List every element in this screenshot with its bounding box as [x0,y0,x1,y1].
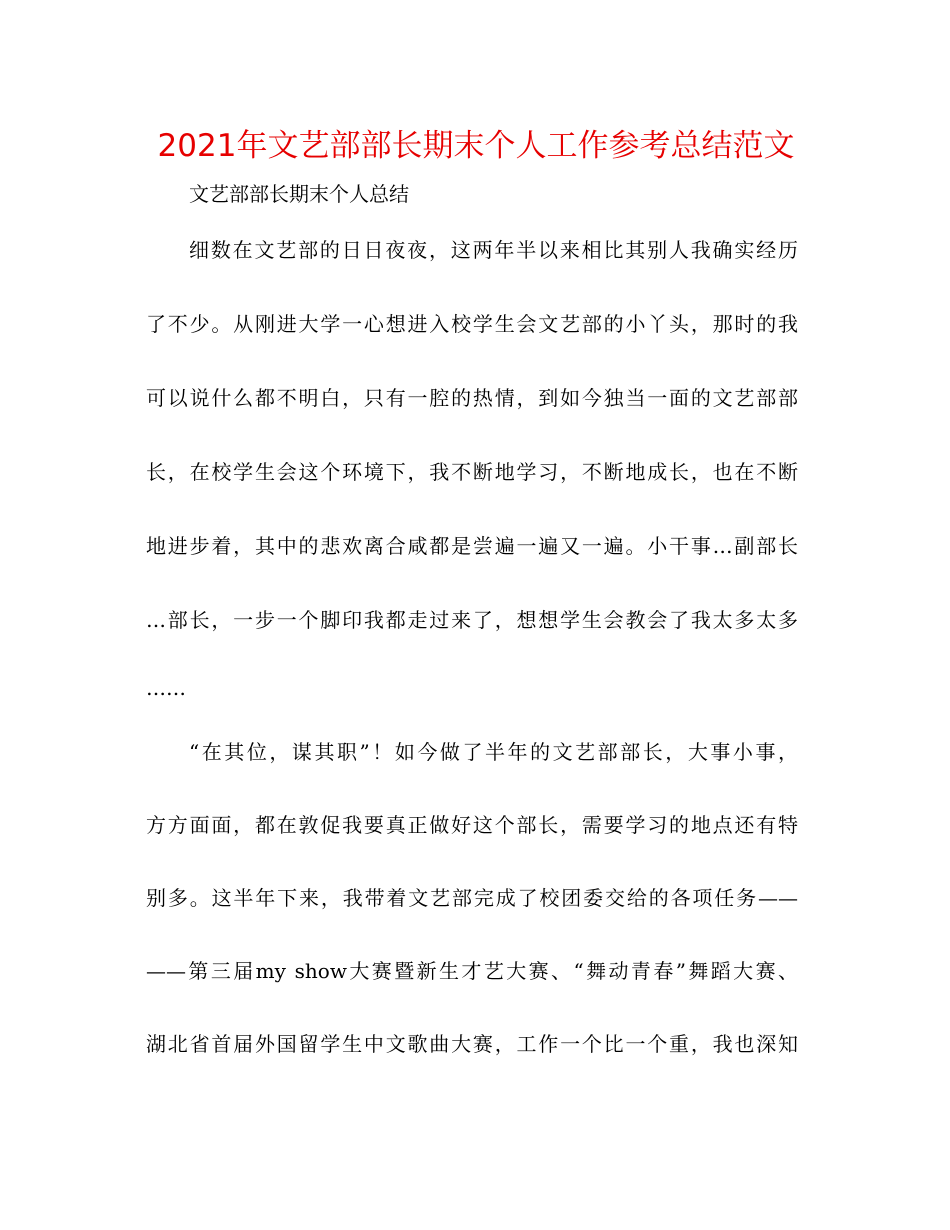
paragraph-line: 长，在校学生会这个环境下，我不断地学习，不断地成长，也在不断 [146,460,798,484]
paragraph-line: 别多。这半年下来，我带着文艺部完成了校团委交给的各项任务—— [146,886,798,910]
document-subtitle: 文艺部部长期末个人总结 [189,182,409,206]
paragraph-line: …部长，一步一个脚印我都走过来了，想想学生会教会了我太多太多 [146,608,798,632]
paragraph-line: 湖北省首届外国留学生中文歌曲大赛，工作一个比一个重，我也深知 [146,1032,798,1056]
paragraph-line: 方方面面，都在敦促我要真正做好这个部长，需要学习的地点还有特 [146,813,798,837]
paragraph-line: …… [146,676,186,700]
paragraph-line: 可以说什么都不明白，只有一腔的热情，到如今独当一面的文艺部部 [146,386,798,410]
paragraph-line: 细数在文艺部的日日夜夜，这两年半以来相比其别人我确实经历 [189,238,798,262]
paragraph-line: ——第三届my show大赛暨新生才艺大赛、“舞动青春”舞蹈大赛、 [146,959,798,983]
paragraph-line: 地进步着，其中的悲欢离合咸都是尝遍一遍又一遍。小干事…副部长 [146,534,798,558]
document-title: 2021年文艺部部长期末个人工作参考总结范文 [157,128,795,164]
paragraph-line: “在其位，谋其职”！如今做了半年的文艺部部长，大事小事， [189,740,798,764]
paragraph-line: 了不少。从刚进大学一心想进入校学生会文艺部的小丫头，那时的我 [146,312,798,336]
